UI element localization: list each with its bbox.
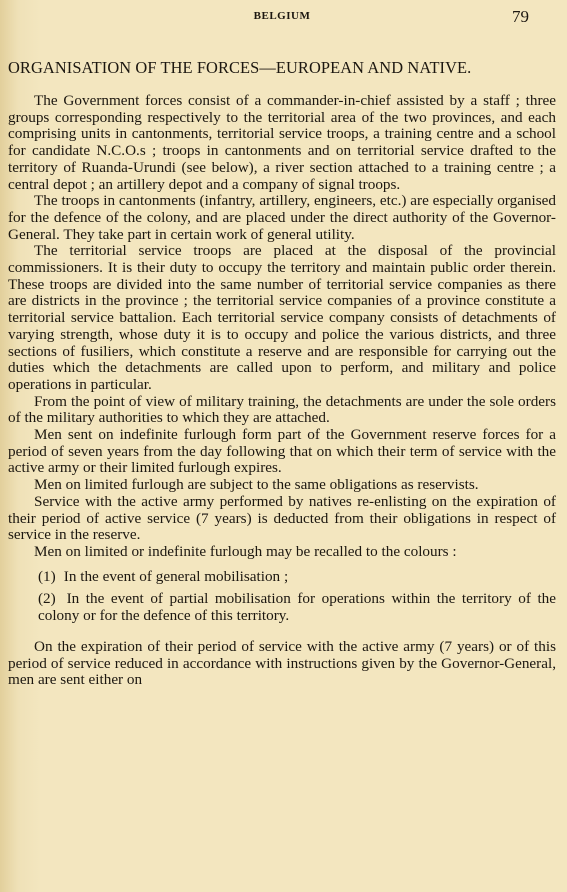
list-item-text: In the event of general mobilisation ; xyxy=(63,567,289,585)
list-item-text: In the event of partial mobilisation for operations within the territory of the colony or for the defence of this territory. xyxy=(38,590,556,625)
list-item xyxy=(8,569,556,586)
paragraph: The Government forces consist of a commander-in-chief assisted by a staff ; three groups corresponding respectively to the territorial area of the two provinces, and each comprising units in cantonments, territorial service troops, a training centre and a school for candidate N.C.O.s ; troops in cantonments and on territorial service drafted to the territory of Ruanda-Urundi (see below), a river section attached to a training centre ; a central depot ; an artillery depot and a company of signal troops. xyxy=(8,92,556,193)
paragraph: Men on limited furlough are subject to the same obligations as reservists. xyxy=(34,476,479,494)
page-number: 79 xyxy=(512,7,529,26)
paragraph: The territorial service troops are placed at the disposal of the provincial commissioners. It is their duty to occupy the territory and maintain public order therein. These troops are divided into the same number of territorial service companies as there are districts in the province ; the territorial service companies of a province constitute a territorial service battalion. Each territorial service company consists of detachments of varying strength, whose duty it is to occupy and police the various districts, and three sections of fusiliers, which constitute a reserve and are responsible for carrying out the duties which the detachments are called upon to perform, and military and police operations in particular. xyxy=(8,242,556,393)
paragraph: Men on limited or indefinite furlough may be recalled to the colours : xyxy=(34,542,457,560)
list-item xyxy=(8,591,556,624)
list-marker: (1) xyxy=(38,567,56,585)
paragraph: Men sent on indefinite furlough form part of the Government reserve forces for a period of seven years from the day following that on which their term of service with the active army or their limited furlough expires. xyxy=(8,426,556,477)
running-head xyxy=(8,5,556,27)
closing-paragraph: On the expiration of their period of service with the active army (7 years) or of this period of service reduced in accordance with instructions given by the Governor-General, men are sent either on xyxy=(8,637,556,689)
list-marker: (2) xyxy=(38,590,56,608)
running-title: BELGIUM xyxy=(253,10,311,22)
body-text xyxy=(8,93,556,689)
paragraph: From the point of view of military training, the detachments are under the sole orders of the military authorities to which they are attached. xyxy=(8,392,556,427)
section-heading: ORGANISATION OF THE FORCES—EUROPEAN AND NATIVE. xyxy=(8,58,472,77)
paragraph: Service with the active army performed by natives re-enlisting on the expiration of their period of active service (7 years) is deducted from their obligations in respect of service in the reserve. xyxy=(8,492,556,544)
paragraph: The troops in cantonments (infantry, artillery, engineers, etc.) are especially organised for the defence of the colony, and are placed under the direct authority of the Governor-General. They take part in certain work of general utility. xyxy=(8,192,556,243)
